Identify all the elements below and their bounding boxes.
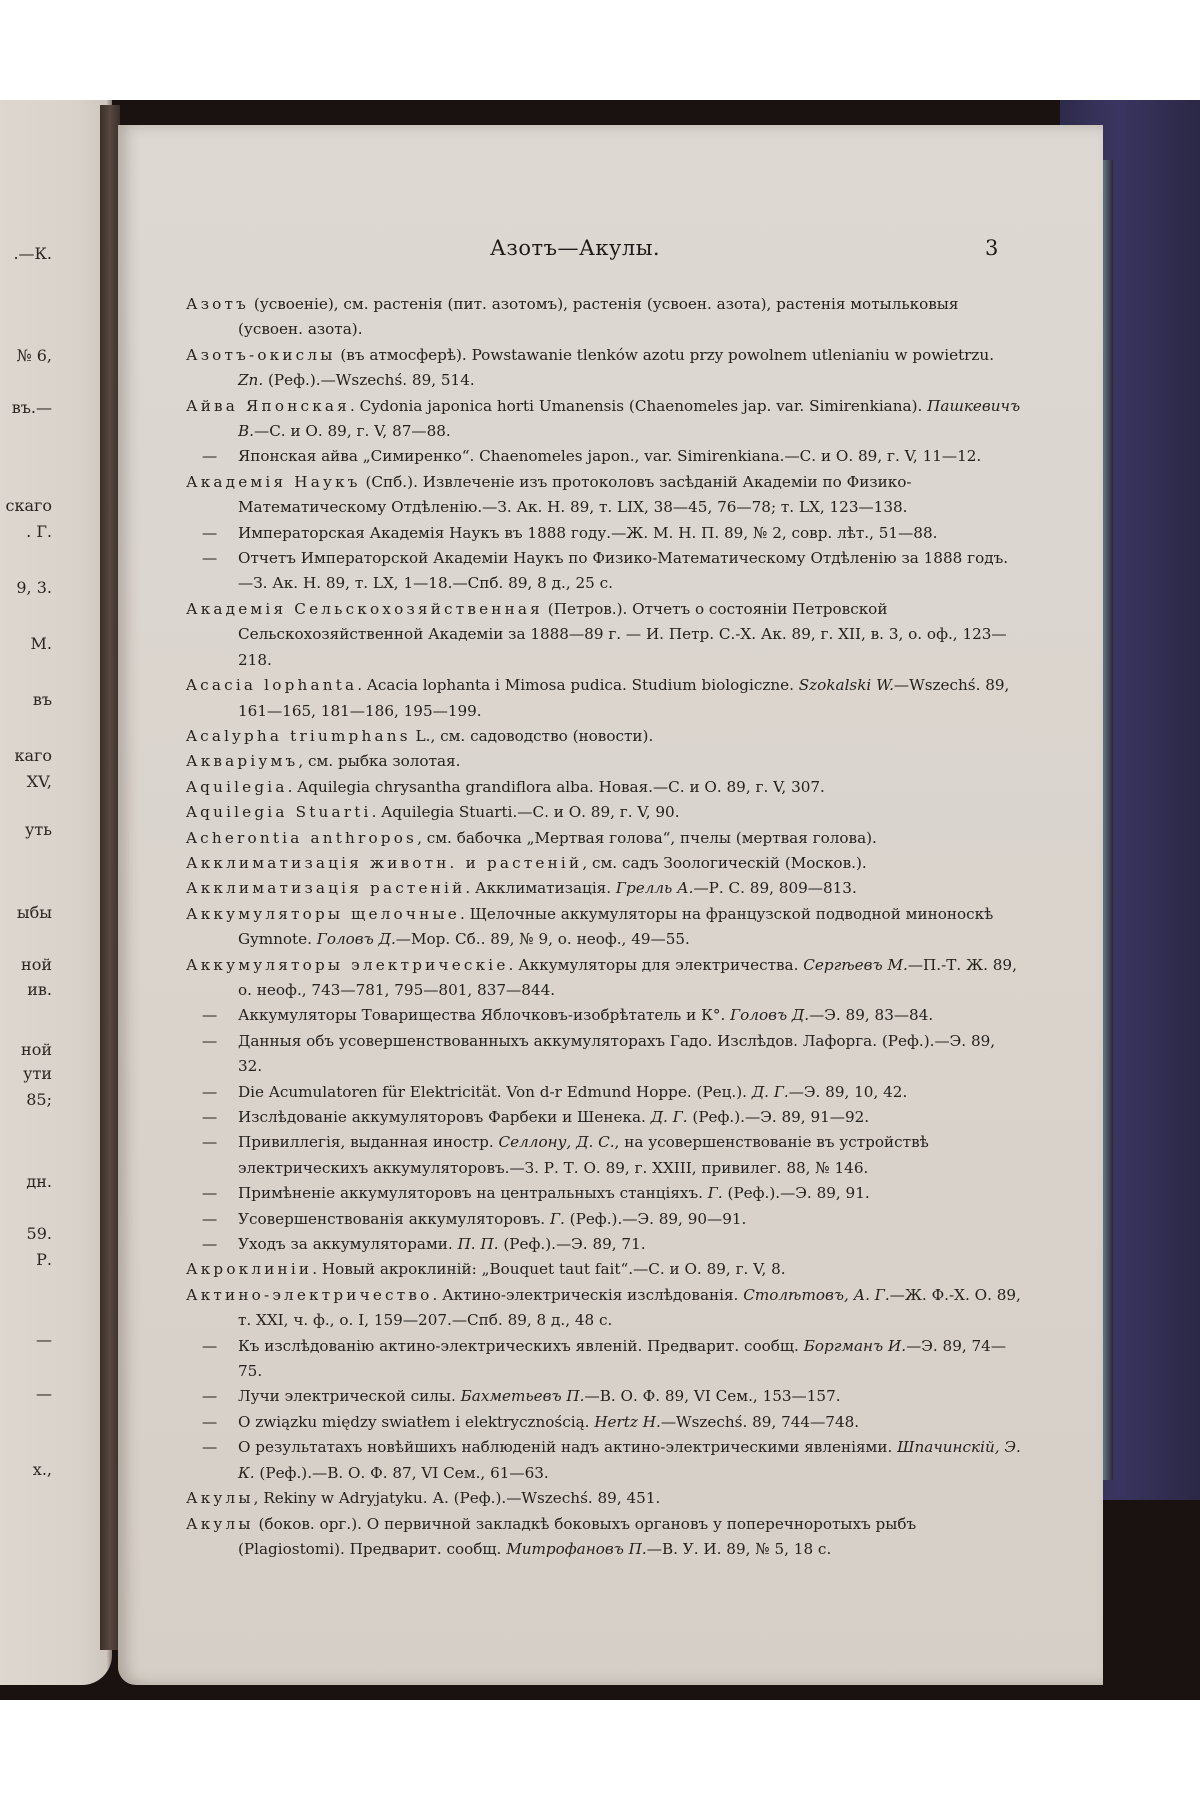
entry-text: Уходъ за аккумуляторами. [238,1235,458,1254]
entry-author: Г. [549,1209,565,1228]
entry-author: Г. [707,1184,723,1203]
entry-author: Сергѣевъ М. [803,955,908,974]
entry-keyword: Азотъ [186,295,249,313]
entry-citation: —В. У. И. 89, № 5, 18 с. [646,1539,832,1558]
left-page-fragment: дн. [26,1172,52,1191]
entry-citation: —Э. 89, 10, 42. [788,1082,908,1101]
entry-text: (боков. орг.). О первичной закладкѣ боковыхъ органовъ у поперечноротыхъ рыбъ (Plagiostomi). Предварит. сообщ. [238,1514,917,1558]
entry-text: (усвоеніе), см. растенія (пит. азотомъ), растенія (усвоен. азота), растенія мотыльковыя (усвоен. азота). [238,295,959,339]
ditto-dash: — [202,447,218,466]
index-entry [186,1283,1021,1334]
index-subentry [186,444,1021,469]
entry-text: , Rekiny w Adryjatyku. А. (Реф.).—Wszechś. 89, 451. [253,1489,661,1508]
index-entry [186,1486,1021,1511]
index-subentry [186,1207,1021,1232]
entry-text: Изслѣдованіе аккумуляторовъ Фарбеки и Шенека. [238,1108,651,1126]
index-subentry [186,1181,1021,1206]
entry-text: . Акклиматизація. [465,879,616,898]
entry-citation: —Wszechś. 89, 744—748. [660,1412,860,1431]
left-page-fragment: х., [32,1460,52,1479]
entry-author: Боргманъ И. [803,1336,907,1355]
entry-author: Столѣтовъ, А. Г. [743,1285,890,1304]
entry-text: . Актино-электрическія изслѣдованія. [432,1285,744,1304]
entry-keyword: Акроклиніи [186,1260,313,1279]
entry-citation: —Э. 89, 83—84. [809,1006,934,1025]
entry-citation: —Э. 89, 74—75. [238,1336,1007,1381]
entry-text: . Щелочные аккумуляторы на французской подводной миноноскѣ Gymnote. [238,904,994,949]
left-page-fragment: — [36,1384,52,1403]
entry-citation: , на усовершенствованіе въ устройствѣ электрическихъ аккумуляторовъ.—З. Р. Т. О. 89, г. XXIII, привилег. 88, № 146. [238,1133,929,1177]
index-subentry [186,1003,1021,1028]
entry-author: Szokalski W. [798,676,894,695]
running-head: Азотъ—Акулы. [490,236,661,260]
entry-text: O związku między swiatłem i elektrycznością. [238,1412,595,1431]
left-page-fragment: ути [23,1064,52,1083]
left-page-fragment: . Г. [26,522,52,541]
index-entry [186,1512,1021,1563]
entry-author: Митрофановъ П. [506,1539,647,1558]
left-page-fragment: ной [21,1040,52,1059]
entry-author: П. П. [457,1235,499,1254]
index-subentry [186,1410,1021,1435]
left-page-fragment: ной [21,955,52,974]
entry-citation: —В. О. Ф. 89, VI Сем., 153—157. [584,1387,841,1406]
entry-text: Die Acumulatoren für Elektricität. Von d-r Edmund Hoppe. (Рец.). [238,1082,752,1101]
index-entry [186,1257,1021,1282]
entry-citation: (Реф.).—Э. 89, 71. [498,1235,646,1254]
index-entry [186,673,1021,724]
entry-citation: (Реф.).—В. О. Ф. 87, VI Сем., 61—63. [254,1463,549,1482]
index-subentry [186,1435,1021,1486]
entry-text: Лучи электрической силы. [238,1387,461,1406]
ditto-dash: — [202,1108,218,1126]
entry-author: Zn. [238,371,264,390]
left-page-fragment: .—К. [13,244,52,263]
entry-text: . Acacia lophanta i Mimosa pudica. Studium biologiczne. [357,676,799,695]
entry-keyword: Академія Сельскохозяйственная [186,599,543,618]
index-subentry [186,1232,1021,1257]
index-entry [186,343,1021,394]
ditto-dash: — [202,549,218,568]
entry-citation: —П.-Т. Ж. 89, о. неоф., 743—781, 795—801, 837—844. [238,955,1017,999]
ditto-dash: — [202,1235,218,1254]
entry-text: Къ изслѣдованію актино-электрическихъ явленій. Предварит. сообщ. [238,1336,804,1355]
entry-citation: (Реф.).—Э. 89, 90—91. [564,1209,747,1228]
left-page-fragment: въ [32,690,52,709]
index-subentry [186,1334,1021,1385]
left-page-fragment: ив. [27,980,52,999]
left-page-fragment: М. [30,634,52,653]
entry-text: , см. садъ Зоологическій (Москов.). [582,853,867,872]
book-gutter [100,105,120,1650]
entry-text: (въ атмосферѣ). Powstawanie tlenków azotu przy powolnem utlenianiu w powietrzu. [335,345,995,364]
ditto-dash: — [202,1133,218,1152]
entry-author: Селлону, Д. С. [498,1133,615,1152]
left-page-fragment: скаго [5,496,52,515]
left-page-fragment: — [36,1330,52,1349]
entry-keyword: Acacia lophanta [186,676,358,695]
entry-text: Японская айва „Симиренко“. Chaenomeles japon., var. Simirenkiana.—С. и О. 89, г. V, 11—12. [238,447,982,466]
index-entry [186,775,1021,800]
entry-citation: —Мор. Сб.. 89, № 9, о. неоф., 49—55. [395,930,690,949]
entry-keyword: Аккумуляторы электрическіе [186,955,509,974]
entry-text: . Cydonia japonica horti Umanensis (Chaenomeles jap. var. Simirenkiana). [349,396,928,415]
entry-text: Привиллегія, выданная иностр. [238,1133,499,1152]
entry-text: . Aquilegia Stuarti.—С. и О. 89, г. V, 90. [371,803,680,822]
ditto-dash: — [202,1082,218,1101]
entry-keyword: Аккумуляторы щелочные [186,904,460,923]
left-page-fragment: ыбы [16,903,52,922]
ditto-dash: — [202,1336,218,1355]
entry-text: , см. бабочка „Мертвая голова“, пчелы (мертвая голова). [417,828,877,847]
left-page-fragment: уть [25,820,52,839]
entry-keyword: Академія Наукъ [186,472,361,491]
index-subentry [186,1029,1021,1080]
entry-keyword: Айва Японская [186,396,350,415]
index-subentry [186,1384,1021,1409]
left-page-fragment: въ.— [11,398,52,417]
index-entry [186,876,1021,901]
ditto-dash: — [202,523,218,542]
left-page [0,100,112,1685]
ditto-dash: — [202,1209,218,1228]
entry-citation: —Ж. Ф.-Х. О. 89, т. XXI, ч. ф., о. I, 159—207.—Спб. 89, 8 д., 48 с. [238,1285,1021,1330]
left-page-fragment: 85; [26,1090,52,1109]
ditto-dash: — [202,1031,218,1050]
entry-text: Усовершенствованія аккумуляторовъ. [238,1209,550,1228]
entry-text: L., см. садоводство (новости). [410,726,654,745]
index-entry [186,902,1021,953]
index-subentry [186,521,1021,546]
index-entries [186,292,1021,1562]
entry-keyword: Акваріумъ [186,752,299,771]
entry-text: Примѣненіе аккумуляторовъ на центральныхъ станціяхъ. [238,1184,708,1203]
entry-author: Д. Г. [751,1082,789,1101]
entry-author: Бахметьевъ П. [460,1387,585,1406]
index-entry [186,851,1021,876]
index-entry [186,749,1021,774]
entry-keyword: Акклиматизація растеній [186,879,466,898]
entry-text: Данныя объ усовершенствованныхъ аккумуляторахъ Гадо. Изслѣдов. Лафорга. (Реф.).—Э. 89, 32. [238,1031,996,1076]
left-page-fragment: каго [14,746,52,765]
entry-author: Hertz H. [594,1412,661,1431]
entry-text: Отчетъ Императорской Академіи Наукъ по Физико-Математическому Отдѣленію за 1888 годъ. —З. Ак. Н. 89, т. LX, 1—18.—Спб. 89, 8 д., 25 с. [238,549,1009,593]
index-entry [186,292,1021,343]
entry-author: Грелль А. [615,879,694,898]
entry-keyword: Aquilegia Stuarti [186,803,372,822]
entry-keyword: Акклиматизація животн. и растеній [186,853,583,872]
ditto-dash: — [202,1412,218,1431]
ditto-dash: — [202,1006,218,1025]
left-page-fragment: 59. [26,1224,52,1243]
index-subentry [186,1130,1021,1181]
ditto-dash: — [202,1387,218,1406]
left-page-fragment: № 6, [16,346,52,365]
index-entry [186,724,1021,749]
entry-keyword: Acherontia anthropos [186,828,418,847]
ditto-dash: — [202,1438,218,1457]
entry-author: Шпачинскій, Э. К. [238,1438,1021,1482]
entry-author: Головъ Д. [316,930,396,949]
entry-keyword: Азотъ-окислы [186,345,336,364]
entry-text: Императорская Академія Наукъ въ 1888 году.—Ж. М. Н. П. 89, № 2, совр. лѣт., 51—88. [238,523,938,542]
entry-keyword: Акулы [186,1489,254,1508]
entry-text: , см. рыбка золотая. [298,752,461,771]
entry-author: Головъ Д. [730,1006,810,1025]
entry-text: Аккумуляторы Товарищества Яблочковъ-изобрѣтатель и К°. [238,1006,731,1025]
entry-text: (Петров.). Отчетъ о состояніи Петровской Сельскохозяйственной Академіи за 1888—89 г. — И. Петр. С.-Х. Ак. 89, г. XII, в. 3, о. оф., 123—218. [238,599,1007,669]
index-entry [186,800,1021,825]
entry-citation: —С. и О. 89, г. V, 87—88. [254,422,451,441]
entry-author: Пашкевичъ В. [238,396,1021,441]
entry-citation: (Реф.).—Э. 89, 91—92. [687,1108,870,1126]
entry-text: . Новый акроклиній: „Bouquet taut fait“.—С. и О. 89, г. V, 8. [312,1260,786,1279]
entry-citation: (Реф.).—Wszechś. 89, 514. [263,371,475,390]
index-subentry [186,546,1021,597]
index-subentry [186,1105,1021,1130]
entry-text: О результатахъ новѣйшихъ наблюденій надъ актино-электрическими явленіями. [238,1438,898,1457]
entry-citation: —Р. С. 89, 809—813. [693,879,857,898]
entry-text: (Спб.). Извлеченіе изъ протоколовъ засѣданій Академіи по Физико-Математическому Отдѣленію.—З. Ак. Н. 89, т. LIX, 38—45, 76—78; т. LX, 123—138. [238,472,912,517]
entry-citation: (Реф.).—Э. 89, 91. [722,1184,870,1203]
entry-text: . Аккумуляторы для электричества. [508,955,804,974]
entry-keyword: Aquilegia [186,777,288,796]
index-entry [186,394,1021,445]
index-entry [186,826,1021,851]
left-page-fragment: XV, [26,772,52,791]
entry-keyword: Актино-электричество [186,1285,433,1304]
index-entry [186,470,1021,521]
left-page-fragment: Р. [36,1250,52,1269]
left-page-fragment: 9, 3. [16,578,52,597]
entry-text: . Aquilegia chrysantha grandiflora alba. Новая.—С. и О. 89, г. V, 307. [287,777,825,796]
entry-citation: —Wszechś. 89, 161—165, 181—186, 195—199. [238,676,1010,720]
entry-keyword: Акулы [186,1514,254,1533]
index-subentry [186,1080,1021,1105]
index-entry [186,953,1021,1004]
index-entry [186,597,1021,673]
ditto-dash: — [202,1184,218,1203]
page-number: 3 [985,236,999,260]
entry-author: Д. Г. [650,1108,688,1126]
entry-keyword: Acalypha triumphans [186,726,411,745]
